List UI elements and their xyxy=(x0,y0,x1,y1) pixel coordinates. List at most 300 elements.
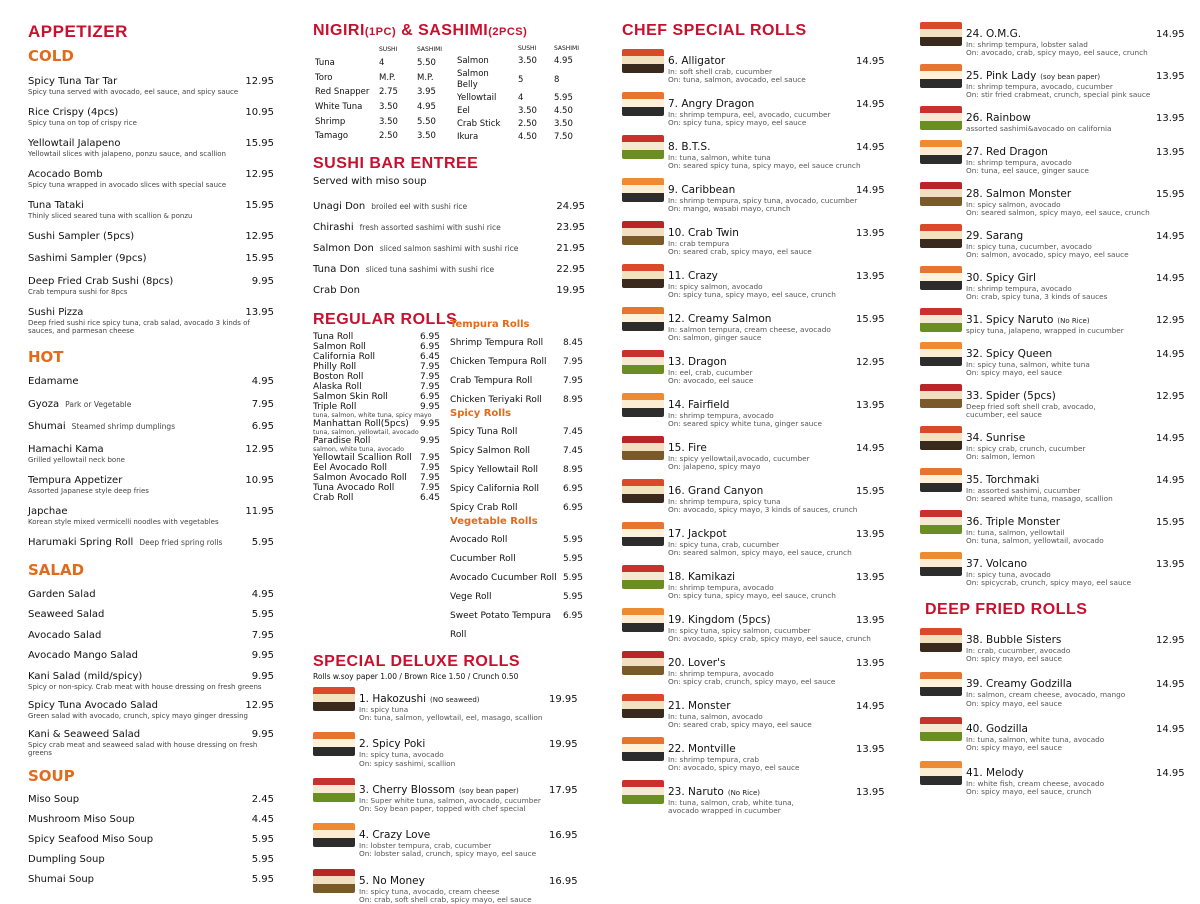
roll-inside: In: spicy tuna, spicy salmon, cucumber xyxy=(668,626,811,635)
roll-item xyxy=(920,308,1185,335)
chef2-list xyxy=(920,22,1185,587)
roll-photo xyxy=(622,737,664,761)
menu-item-price: 10.95 xyxy=(245,106,274,118)
roll-item xyxy=(920,182,1185,217)
menu-item-desc: Spicy tuna wrapped in avocado slices with special sauce xyxy=(28,180,227,189)
roll-outside: On: seared crab, spicy mayo, eel sauce xyxy=(668,720,812,730)
menu-item-name: Philly Roll xyxy=(313,362,357,372)
roll-item xyxy=(622,135,884,170)
roll-photo xyxy=(920,761,962,785)
menu-item-price: 7.95 xyxy=(419,382,440,392)
deluxe-title: SPECIAL DELUXE ROLLS xyxy=(313,653,521,670)
roll-title-row xyxy=(359,687,585,706)
roll-inside: In: salmon, cream cheese, avocado, mango xyxy=(966,690,1126,700)
roll-price: 19.95 xyxy=(549,694,578,705)
roll-body xyxy=(966,308,1185,335)
menu-item-name: Spicy California Roll xyxy=(450,484,540,494)
roll-name: 5. No Money xyxy=(359,874,425,887)
roll-inside: In: white fish, cream cheese, avocado xyxy=(966,779,1105,789)
menu-item xyxy=(28,582,274,601)
menu-item-price: 7.95 xyxy=(419,463,440,473)
roll-outside: On: avocado, spicy mayo, 3 kinds of sauces, crunch xyxy=(668,505,858,515)
roll-name: 40. Godzilla xyxy=(966,722,1028,735)
roll-outside: On: crab, soft shell crab, spicy mayo, eel sauce xyxy=(359,894,532,904)
roll-photo xyxy=(920,717,962,741)
roll-title-row xyxy=(359,823,585,842)
menu-item-left xyxy=(28,787,79,806)
roll-item xyxy=(920,510,1185,545)
roll-item xyxy=(920,64,1185,100)
menu-item-price: 7.45 xyxy=(562,427,583,437)
menu-item-price: 6.95 xyxy=(419,332,440,342)
roll-body xyxy=(668,522,885,557)
menu-item-name: Avocado Cucumber Roll xyxy=(450,573,557,583)
menu-item-price: 15.95 xyxy=(245,137,274,149)
menu-item xyxy=(450,584,583,603)
menu-item xyxy=(28,269,274,297)
menu-item-name: Unagi Don xyxy=(313,201,366,212)
roll-body xyxy=(668,608,885,643)
roll-name-wrap xyxy=(668,307,856,326)
menu-item-name: Tuna Avocado Roll xyxy=(313,483,395,493)
spicy-title: Spicy Rolls xyxy=(450,408,512,419)
roll-outside: On: seared white tuna, masago, scallion xyxy=(966,493,1113,503)
menu-item-price: 5.95 xyxy=(251,874,274,886)
roll-photo xyxy=(622,522,664,546)
roll-name: 13. Dragon xyxy=(668,356,727,368)
roll-inside: In: tuna, salmon, avocado xyxy=(668,712,763,721)
nigiri-header-sushi: SUSHI xyxy=(518,45,537,52)
roll-inside: In: lobster tempura, crab, cucumber xyxy=(359,841,492,851)
nigiri-header-blank xyxy=(315,43,377,56)
menu-item-row xyxy=(313,372,440,382)
menu-item-price: 4.45 xyxy=(251,813,274,825)
chef-special-column xyxy=(622,0,885,816)
menu-item-left xyxy=(28,623,101,642)
roll-price: 14.95 xyxy=(1156,272,1185,284)
menu-item-left xyxy=(450,330,543,349)
menu-item xyxy=(28,224,274,243)
roll-title-row xyxy=(668,135,885,154)
menu-item-price: 6.45 xyxy=(419,493,440,503)
menu-item-row xyxy=(313,362,440,372)
roll-item xyxy=(622,436,884,471)
nigiri-sashimi-price: 5.50 xyxy=(417,116,436,127)
roll-title-row xyxy=(668,436,885,455)
nigiri-title-b: (1PC) xyxy=(364,26,397,38)
roll-price: 13.95 xyxy=(1156,146,1185,158)
spicy-list xyxy=(450,419,583,514)
roll-item xyxy=(622,565,884,600)
menu-item xyxy=(313,473,440,483)
menu-item-row xyxy=(28,162,274,181)
roll-photo xyxy=(313,732,355,756)
menu-item xyxy=(28,623,274,642)
menu-item-row xyxy=(313,483,440,493)
roll-body xyxy=(668,780,885,815)
menu-item-price: 9.95 xyxy=(251,670,274,682)
roll-name-wrap xyxy=(966,64,1156,83)
roll-item xyxy=(622,608,884,643)
roll-body xyxy=(668,479,885,514)
roll-outside: On: salmon, lemon xyxy=(966,451,1035,461)
nigiri-sashimi-price: 5.50 xyxy=(417,58,436,69)
menu-item-name: Avocado Mango Salad xyxy=(28,650,139,661)
menu-item xyxy=(313,436,440,453)
roll-title-row xyxy=(668,264,885,283)
menu-item-price: 12.95 xyxy=(245,230,274,242)
roll-inside: In: shrimp tempura, avocado xyxy=(668,411,774,420)
roll-outside: On: Soy bean paper, topped with chef special xyxy=(359,804,526,814)
menu-item xyxy=(28,643,274,662)
roll-price: 16.95 xyxy=(549,875,578,887)
roll-title-row xyxy=(966,717,1185,736)
roll-inside: In: spicy tuna xyxy=(359,705,409,714)
menu-item-name: Tuna Tataki xyxy=(28,199,84,211)
roll-inside: In: spicy tuna, avocado, cream cheese xyxy=(359,886,500,896)
menu-item-left xyxy=(450,527,507,546)
menu-item-price: 5.95 xyxy=(562,573,583,583)
roll-outside: On: seared spicy tuna, spicy mayo, eel sauce crunch xyxy=(668,161,861,171)
menu-item-note: broiled eel with sushi rice xyxy=(371,202,468,211)
menu-item-left xyxy=(28,468,122,487)
roll-photo xyxy=(622,436,664,460)
menu-item-left xyxy=(28,867,94,886)
menu-item-name: Seaweed Salad xyxy=(28,609,105,620)
menu-item-desc: Yellowtail slices with jalapeno, ponzu sauce, and scallion xyxy=(28,149,226,158)
roll-name: 30. Spicy Girl xyxy=(966,271,1036,284)
menu-item xyxy=(313,382,440,392)
menu-item-row xyxy=(28,269,274,288)
menu-item-price: 7.95 xyxy=(562,357,583,367)
roll-inside: In: soft shell crab, cucumber xyxy=(668,67,772,76)
menu-item-left xyxy=(28,602,104,621)
menu-item-left xyxy=(28,369,79,388)
menu-item-left xyxy=(28,499,68,518)
roll-name-wrap xyxy=(668,694,856,713)
roll-name-wrap xyxy=(966,22,1156,41)
roll-name: 2. Spicy Poki xyxy=(359,738,426,751)
roll-name: 24. O.M.G. xyxy=(966,28,1022,40)
menu-item xyxy=(313,453,440,463)
roll-outside: On: salmon, avocado, spicy mayo, eel sauce xyxy=(966,250,1129,259)
roll-name-wrap xyxy=(966,761,1156,780)
menu-item-row xyxy=(313,463,440,473)
menu-item-row xyxy=(450,457,583,476)
cold-list xyxy=(28,69,274,336)
nigiri-sushi-price: 2.75 xyxy=(379,87,398,98)
roll-name: 25. Pink Lady xyxy=(966,70,1037,82)
menu-item-left xyxy=(28,693,158,712)
roll-outside: On: seared spicy white tuna, ginger sauce xyxy=(668,419,822,429)
roll-name-wrap xyxy=(668,264,856,283)
roll-inside: In: spicy salmon, avocado xyxy=(966,199,1061,209)
roll-body xyxy=(668,307,885,342)
menu-item-price: 9.95 xyxy=(419,419,440,429)
menu-item-price: 13.95 xyxy=(245,306,274,318)
roll-name: 18. Kamikazi xyxy=(668,571,736,583)
roll-name: 39. Creamy Godzilla xyxy=(966,678,1073,691)
roll-price: 17.95 xyxy=(549,784,578,796)
menu-item-price: 7.95 xyxy=(251,398,274,410)
roll-name: 6. Alligator xyxy=(668,55,726,67)
menu-item-name: Kani & Seaweed Salad xyxy=(28,728,141,740)
roll-inside: In: Super white tuna, salmon, avocado, cucumber xyxy=(359,795,541,805)
menu-item-name: Boston Roll xyxy=(313,372,364,382)
roll-photo xyxy=(920,552,962,576)
menu-item-price: 5.95 xyxy=(562,535,583,545)
roll-name-wrap xyxy=(359,778,549,797)
roll-inside: In: spicy tuna, cucumber, avocado xyxy=(966,241,1092,251)
entree-list xyxy=(313,194,585,297)
nigiri-sushi-price: 4 xyxy=(379,58,385,69)
menu-item-name: Salmon Skin Roll xyxy=(313,392,388,402)
menu-item-left xyxy=(28,269,173,288)
roll-photo xyxy=(622,92,664,116)
menu-item xyxy=(313,215,585,234)
roll-title-row xyxy=(966,308,1185,327)
menu-item-price: 6.95 xyxy=(562,484,583,494)
menu-item-left xyxy=(28,582,96,601)
roll-price: 15.95 xyxy=(1156,188,1185,200)
roll-name-wrap xyxy=(966,628,1156,647)
roll-name-wrap xyxy=(359,687,549,706)
roll-price: 12.95 xyxy=(1156,635,1185,646)
nigiri-sashimi-price: 5.95 xyxy=(553,93,573,103)
menu-item-name: Spicy Tuna Roll xyxy=(450,427,518,437)
roll-inside: In: tuna, salmon, crab, white tuna, xyxy=(668,798,794,807)
menu-item-left xyxy=(313,257,494,276)
roll-name: 19. Kingdom (5pcs) xyxy=(668,614,771,626)
roll-price: 14.95 xyxy=(856,142,885,153)
menu-item-price: 5.95 xyxy=(251,536,274,548)
menu-item xyxy=(313,352,440,362)
menu-item-name: Gyoza xyxy=(28,398,60,410)
menu-item xyxy=(313,463,440,473)
nigiri-sashimi-price: 4.95 xyxy=(417,102,436,113)
menu-item xyxy=(28,246,274,265)
roll-inside: In: spicy tuna, crab, cucumber xyxy=(668,540,780,549)
menu-item-price: 9.95 xyxy=(251,650,274,661)
roll-outside: On: avocado, crab, spicy mayo, eel sauce, crunch xyxy=(966,48,1148,58)
menu-item-price: 9.95 xyxy=(419,402,440,412)
roll-item xyxy=(920,224,1185,259)
appetizer-column xyxy=(28,0,274,886)
roll-price: 16.95 xyxy=(549,830,578,842)
roll-inside: In: shrimp tempura, spicy tuna, avocado, cucumber xyxy=(668,196,858,205)
roll-price: 14.95 xyxy=(856,99,885,110)
roll-tag: (soy bean paper) xyxy=(458,786,519,795)
menu-item-row xyxy=(28,807,274,826)
roll-price: 14.95 xyxy=(856,701,885,712)
roll-name: 26. Rainbow xyxy=(966,112,1031,124)
menu-item-name: Avocado Roll xyxy=(450,535,508,545)
menu-item-row xyxy=(313,382,440,392)
menu-item-row xyxy=(28,847,274,866)
menu-item-price: 21.95 xyxy=(556,243,585,254)
roll-photo xyxy=(920,308,962,332)
roll-photo xyxy=(313,823,355,847)
menu-item-row xyxy=(28,131,274,150)
roll-price: 19.95 xyxy=(549,739,578,751)
roll-item xyxy=(622,694,884,729)
roll-photo xyxy=(622,651,664,675)
roll-name: 33. Spider (5pcs) xyxy=(966,389,1056,402)
menu-item-name: Salmon Roll xyxy=(313,342,366,352)
roll-outside: On: salmon, ginger sauce xyxy=(668,333,762,343)
roll-item xyxy=(622,780,884,815)
menu-item-left xyxy=(450,476,539,495)
menu-item-left xyxy=(450,457,538,476)
roll-name: 34. Sunrise xyxy=(966,431,1026,444)
roll-item xyxy=(622,522,884,557)
tempura-title: Tempura Rolls xyxy=(450,319,530,330)
roll-outside: On: tuna, eel sauce, ginger sauce xyxy=(966,166,1089,175)
roll-name: 21. Monster xyxy=(668,700,731,712)
roll-inside: In: spicy crab, crunch, cucumber xyxy=(966,443,1086,453)
menu-item-price: 7.95 xyxy=(419,453,440,463)
regular-title: REGULAR ROLLS xyxy=(313,311,458,328)
menu-item-row xyxy=(450,584,583,603)
salad-title: SALAD xyxy=(28,560,85,579)
roll-outside: On: spicy crab, crunch, spicy mayo, eel sauce xyxy=(668,677,836,687)
roll-item xyxy=(313,778,585,813)
roll-price: 15.95 xyxy=(856,314,885,325)
menu-item-price: 4.95 xyxy=(251,588,274,600)
menu-item-name: Sushi Pizza xyxy=(28,306,84,318)
nigiri-row xyxy=(315,58,447,71)
menu-item-price: 7.95 xyxy=(419,473,440,483)
menu-item-desc: Spicy crab meat and seaweed salad with house dressing on fresh greens xyxy=(28,740,258,757)
roll-name-wrap xyxy=(966,672,1156,691)
roll-title-row xyxy=(966,342,1185,361)
roll-item xyxy=(920,552,1185,587)
menu-item xyxy=(28,847,274,866)
menu-item-row xyxy=(450,368,583,387)
menu-item-row xyxy=(28,602,274,621)
roll-price: 13.95 xyxy=(856,228,885,239)
roll-title-row xyxy=(966,22,1185,41)
roll-price: 14.95 xyxy=(1156,679,1185,691)
roll-body xyxy=(966,426,1185,461)
nigiri-sashimi-price: 3.50 xyxy=(417,131,436,142)
roll-title-row xyxy=(668,221,885,240)
menu-item xyxy=(28,664,274,692)
roll-photo xyxy=(920,672,962,696)
roll-body xyxy=(668,350,885,385)
menu-item xyxy=(313,342,440,352)
roll-tag: (No Rice) xyxy=(727,789,761,797)
menu-item xyxy=(28,722,274,758)
roll-item xyxy=(622,178,884,213)
roll-name: 31. Spicy Naruto xyxy=(966,313,1054,326)
menu-item xyxy=(28,392,274,411)
roll-inside: In: shrimp tempura, avocado xyxy=(966,283,1072,293)
roll-name-wrap xyxy=(668,350,856,369)
roll-photo xyxy=(622,694,664,718)
roll-title-row xyxy=(668,565,885,584)
roll-body xyxy=(668,178,885,213)
menu-item-row xyxy=(450,419,583,438)
menu-item-row xyxy=(28,787,274,806)
menu-item-left xyxy=(28,530,222,549)
menu-item-left xyxy=(450,603,563,641)
menu-item xyxy=(28,69,274,97)
roll-name-wrap xyxy=(668,221,856,240)
roll-item xyxy=(920,266,1185,301)
nigiri-sashimi-price: 4.50 xyxy=(553,106,573,116)
chef-special-column-2 xyxy=(920,0,1185,797)
roll-name-wrap xyxy=(966,266,1156,285)
menu-item-left xyxy=(28,722,140,741)
menu-item xyxy=(313,419,440,436)
roll-item xyxy=(622,350,884,385)
menu-item-row xyxy=(28,499,274,518)
chef-list xyxy=(622,49,884,815)
menu-item-left xyxy=(450,387,542,406)
menu-item-name: Shumai Soup xyxy=(28,874,95,886)
menu-item xyxy=(28,499,274,527)
menu-item-row xyxy=(28,100,274,119)
menu-item xyxy=(28,468,274,496)
menu-item-name: Salmon Avocado Roll xyxy=(313,473,407,483)
menu-item-desc: tuna, salmon, yellowtail, avocado xyxy=(313,429,419,436)
roll-name-wrap xyxy=(668,393,856,412)
menu-item xyxy=(450,495,583,514)
roll-outside: On: crab, spicy tuna, 3 kinds of sauces xyxy=(966,292,1108,301)
cold-title: COLD xyxy=(28,47,74,65)
roll-item xyxy=(920,761,1185,797)
menu-item xyxy=(28,693,274,721)
menu-item-name: Triple Roll xyxy=(313,402,357,412)
menu-item-row xyxy=(450,546,583,565)
roll-tag: (NO seaweed) xyxy=(430,696,480,704)
nigiri-sushi-price: M.P. xyxy=(379,72,396,83)
roll-item xyxy=(920,628,1185,664)
nigiri-name: Toro xyxy=(315,72,333,83)
menu-item-left xyxy=(313,236,518,255)
roll-price: 14.95 xyxy=(856,56,885,67)
menu-item-name: Edamame xyxy=(28,376,79,387)
roll-title-row xyxy=(668,393,885,412)
roll-price: 13.95 xyxy=(856,615,885,626)
menu-item-price: 19.95 xyxy=(556,285,585,296)
roll-outside: On: seared salmon, spicy mayo, eel sauce, crunch xyxy=(668,548,852,558)
menu-item-price: 12.95 xyxy=(245,443,274,455)
menu-item-name: Spicy Tuna Avocado Salad xyxy=(28,699,158,711)
menu-item-name: Harumaki Spring Roll xyxy=(28,536,134,548)
roll-title-row xyxy=(668,651,885,670)
menu-item xyxy=(313,493,440,503)
roll-name-wrap xyxy=(668,522,856,541)
menu-item-price: 24.95 xyxy=(556,201,585,212)
menu-item xyxy=(28,100,274,128)
roll-body xyxy=(966,266,1185,301)
menu-item-left xyxy=(450,584,491,603)
roll-name: 15. Fire xyxy=(668,442,707,454)
roll-item xyxy=(920,384,1185,419)
roll-name-wrap xyxy=(668,737,856,756)
roll-outside: On: spicy mayo, eel sauce xyxy=(966,743,1062,753)
nigiri-row xyxy=(315,116,447,129)
menu-item xyxy=(313,332,440,342)
nigiri-header-blank xyxy=(457,43,516,54)
menu-item-row xyxy=(450,330,583,349)
roll-photo xyxy=(313,869,355,893)
roll-photo xyxy=(920,468,962,492)
roll-outside: On: jalapeno, spicy mayo xyxy=(668,462,761,472)
menu-item-name: Paradise Roll xyxy=(313,436,371,446)
